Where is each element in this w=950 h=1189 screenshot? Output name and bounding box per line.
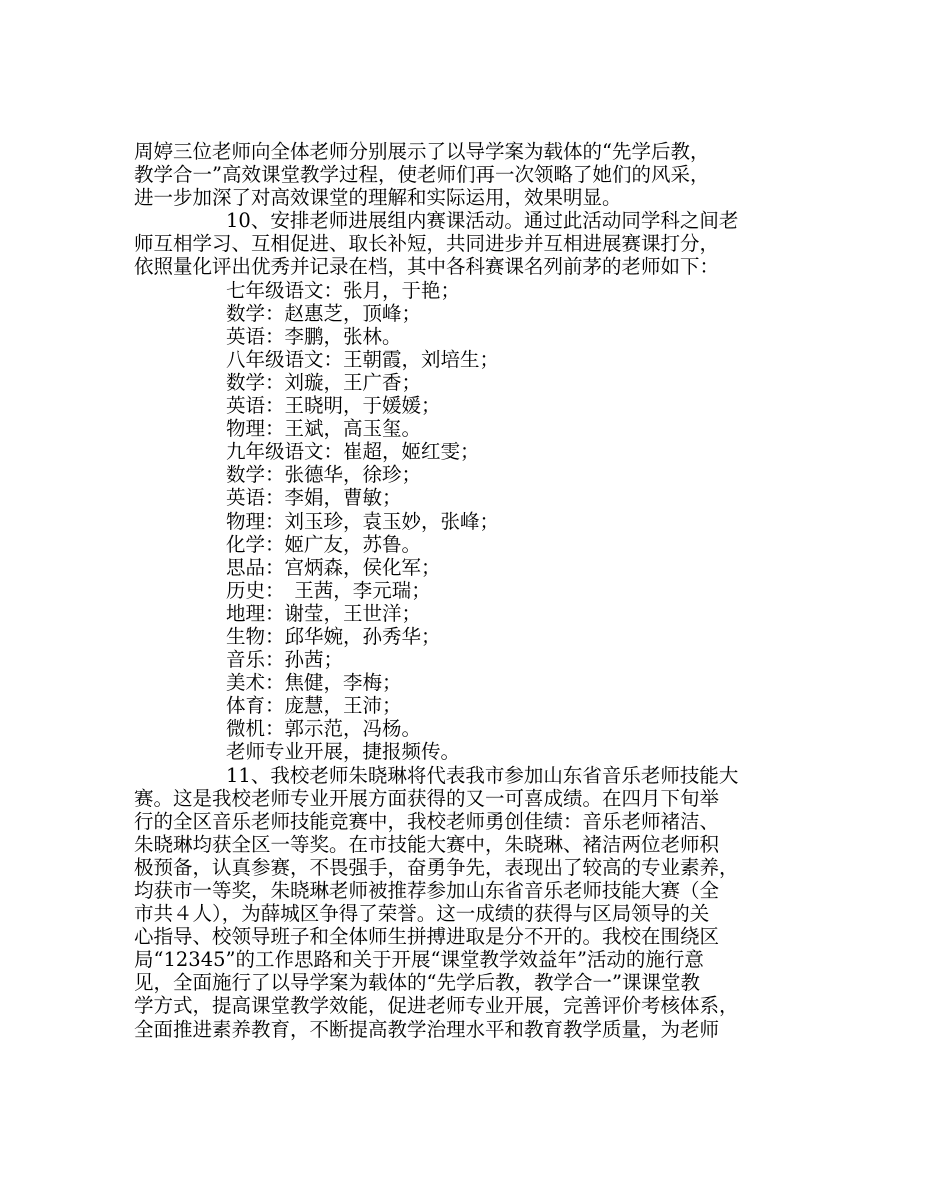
winner-item: 美术：焦健，李梅； <box>226 671 402 695</box>
text-line: 市共４人），为薛城区争得了荣誉。这一成绩的获得与区局领导的关 <box>134 902 710 926</box>
paragraph-10-first-line: 10、安排老师进展组内赛课活动。通过此活动同学科之间老 <box>226 209 739 233</box>
text-line: 教学合一”高效课堂教学过程，使老师们再一次领略了她们的风采， <box>134 163 710 187</box>
winner-item: 物理：刘玉珍，袁玉妙，张峰； <box>226 509 500 533</box>
text-line: 行的全区音乐老师技能竞赛中，我校老师勇创佳绩：音乐老师褚洁、 <box>134 809 720 833</box>
winner-item: 英语：王晓明，于媛媛； <box>226 394 441 418</box>
text-line: 局“12345”的工作思路和关于开展“课堂教学效益年”活动的施行意 <box>134 948 704 972</box>
text-line: 赛。这是我校老师专业开展方面获得的又一可喜成绩。在四月下旬举 <box>134 786 720 810</box>
winner-item: 英语：李娟，曹敏； <box>226 486 402 510</box>
winner-item: 八年级语文：王朝霞，刘培生； <box>226 347 500 371</box>
winner-item: 历史： 王茜，李元瑞； <box>226 578 431 602</box>
text-line: 师互相学习、互相促进、取长补短，共同进步并互相进展赛课打分， <box>134 232 720 256</box>
winner-item: 体育：庞慧，王沛； <box>226 694 402 718</box>
winner-item: 生物：邱华婉，孙秀华； <box>226 624 441 648</box>
text-line: 见，全面施行了以导学案为载体的“先学后教，教学合一”课课堂教 <box>134 971 700 995</box>
winner-item: 数学：张德华，徐珍； <box>226 463 422 487</box>
winner-item: 数学：赵惠芝，顶峰； <box>226 301 422 325</box>
section-heading: 老师专业开展，捷报频传。 <box>226 740 461 764</box>
winner-item: 思品：宫炳森，侯化军； <box>226 555 441 579</box>
winner-item: 地理：谢莹，王世洋； <box>226 601 422 625</box>
text-line: 朱晓琳均获全区一等奖。在市技能大赛中，朱晓琳、褚洁两位老师积 <box>134 832 720 856</box>
text-line: 均获市一等奖，朱晓琳老师被推荐参加山东省音乐老师技能大赛（全 <box>134 879 720 902</box>
winner-item: 英语：李鹏，张林。 <box>226 324 402 348</box>
text-line: 心指导、校领导班子和全体师生拼搏进取是分不开的。我校在围绕区 <box>134 925 720 949</box>
document-body <box>134 140 824 1041</box>
text-line: 极预备，认真参赛，不畏强手，奋勇争先，表现出了较高的专业素养， <box>134 855 739 879</box>
text-line: 学方式，提高课堂教学效能，促进老师专业开展，完善评价考核体系， <box>134 994 739 1018</box>
text-line: 全面推进素养教育，不断提高教学治理水平和教育教学质量，为老师 <box>134 1017 720 1041</box>
winner-item: 物理：王斌，高玉玺。 <box>226 417 422 441</box>
text-line: 依照量化评出优秀并记录在档，其中各科赛课名列前茅的老师如下： <box>134 255 720 279</box>
winner-item: 化学：姬广友，苏鲁。 <box>226 532 422 556</box>
paragraph-11-first-line: 11、我校老师朱晓琳将代表我市参加山东省音乐老师技能大 <box>226 763 739 787</box>
text-line: 周婷三位老师向全体老师分别展示了以导学案为载体的“先学后教， <box>134 140 710 163</box>
winner-item: 数学：刘璇，王广香； <box>226 370 422 394</box>
winner-item: 微机：郭示范，冯杨。 <box>226 717 422 741</box>
text-line: 进一步加深了对高效课堂的理解和实际运用，效果明显。 <box>134 186 622 210</box>
winner-item: 音乐：孙茜； <box>226 648 344 672</box>
winner-item: 九年级语文：崔超，姬红雯； <box>226 440 480 464</box>
winner-item: 七年级语文：张月，于艳； <box>226 278 461 302</box>
